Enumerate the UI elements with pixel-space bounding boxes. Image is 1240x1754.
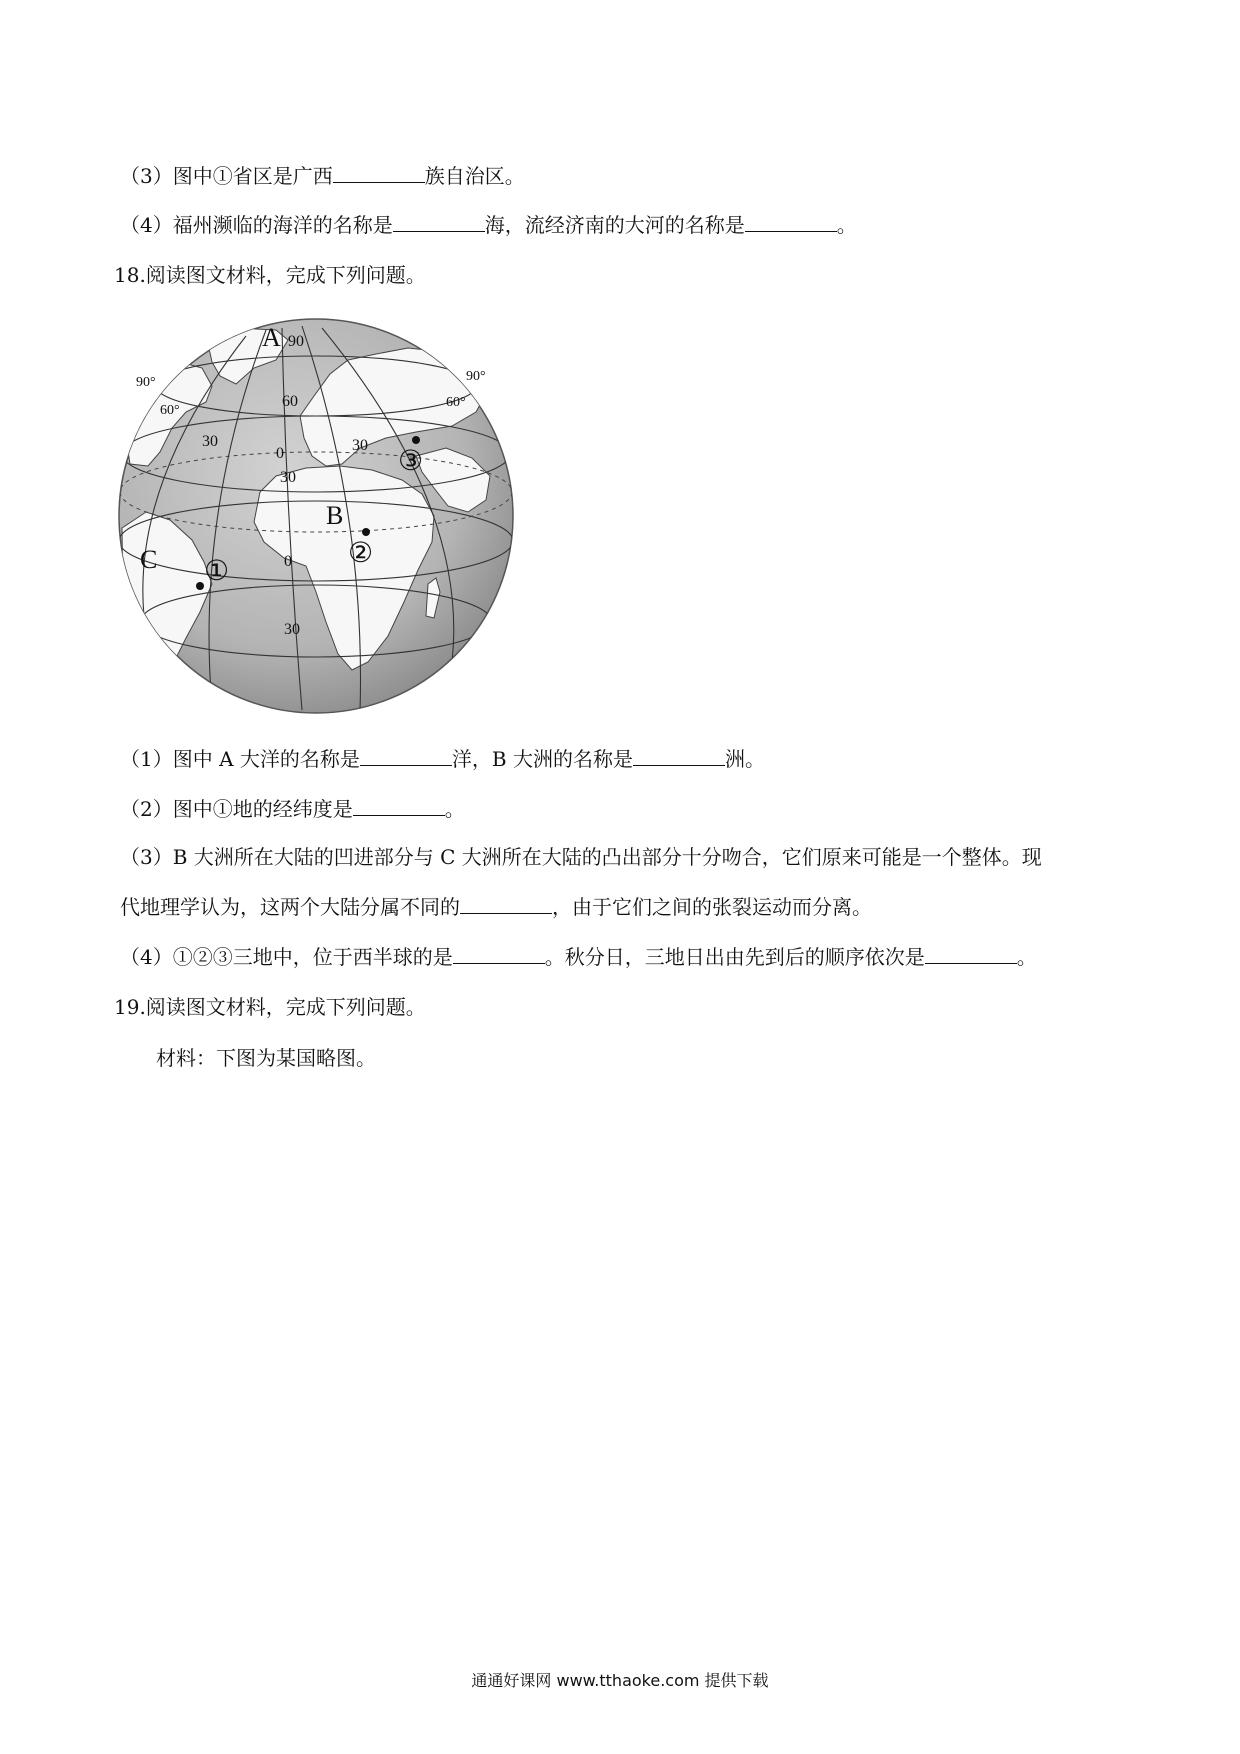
q18-title: 18.阅读图文材料，完成下列问题。 — [114, 263, 426, 287]
answer-blank[interactable] — [745, 213, 837, 232]
label-C-continent: C — [140, 545, 158, 574]
label-60-left: 60° — [160, 403, 180, 418]
point-1-marker — [196, 582, 204, 590]
label-60-right: 60° — [446, 395, 466, 410]
label-60-mid: 60 — [282, 393, 298, 410]
q18-sub2-text-end: 。 — [444, 797, 465, 821]
answer-blank[interactable] — [453, 945, 545, 964]
q18-sub4-text-mid: 。秋分日，三地日出由先到后的顺序依次是 — [544, 945, 925, 969]
label-A-ocean: A — [262, 323, 281, 352]
q18-sub3-line2 — [120, 893, 872, 921]
answer-blank[interactable] — [360, 747, 452, 766]
q18-sub3-line1: （3）B 大洲所在大陆的凹进部分与 C 大洲所在大陆的凸出部分十分吻合，它们原来可能是一个整体。现 — [120, 845, 1042, 869]
answer-blank[interactable] — [333, 164, 425, 183]
q18-sub3-text-end: ，由于它们之间的张裂运动而分离。 — [552, 895, 872, 919]
q18-sub1-text: （1）图中 A 大洋的名称是 — [120, 747, 360, 771]
label-point-1: ① — [204, 556, 230, 587]
answer-blank[interactable] — [353, 797, 445, 816]
q18-sub1 — [120, 745, 765, 773]
label-point-3: ③ — [398, 446, 424, 477]
point-3-marker — [412, 436, 420, 444]
q17-sub3-text-end: 族自治区。 — [424, 164, 525, 188]
label-equator-0: 0 — [284, 553, 292, 570]
q18-sub4-text-end: 。 — [1016, 945, 1037, 969]
answer-blank[interactable] — [925, 945, 1017, 964]
label-30-left: 30 — [202, 433, 218, 450]
q18-sub4-text: （4）①②③三地中，位于西半球的是 — [120, 945, 453, 969]
globe-map — [116, 316, 516, 716]
q18-sub2 — [120, 795, 465, 823]
point-2-marker — [362, 528, 370, 536]
label-90-right: 90° — [466, 369, 486, 384]
q17-sub3 — [120, 162, 525, 190]
q19-title: 19.阅读图文材料，完成下列问题。 — [114, 995, 426, 1019]
label-point-2: ② — [348, 538, 374, 569]
label-lon-0: 0 — [276, 445, 284, 462]
label-30-center: 30 — [280, 469, 296, 486]
label-90-top: 90 — [288, 333, 304, 350]
q18-sub1-text-end: 洲。 — [724, 747, 765, 771]
q17-sub4-text-end: 。 — [836, 213, 857, 237]
q17-sub4-text-mid: 海，流经济南的大河的名称是 — [484, 213, 745, 237]
q18-sub2-text: （2）图中①地的经纬度是 — [120, 797, 353, 821]
q17-sub4 — [120, 211, 857, 239]
answer-blank[interactable] — [633, 747, 725, 766]
label-B-continent: B — [326, 501, 344, 530]
label-30-north-east: 30 — [352, 437, 368, 454]
q19-material: 材料：下图为某国略图。 — [156, 1046, 376, 1070]
answer-blank[interactable] — [460, 895, 552, 914]
page-footer: 通通好课网 www.tthaoke.com 提供下载 — [471, 1671, 769, 1690]
q17-sub4-text: （4）福州濒临的海洋的名称是 — [120, 213, 393, 237]
q18-sub1-text-mid: 洋，B 大洲的名称是 — [451, 747, 633, 771]
label-30-south: 30 — [284, 621, 300, 638]
q17-sub3-text: （3）图中①省区是广西 — [120, 164, 333, 188]
q18-sub4 — [120, 943, 1037, 971]
q18-sub3-text: 代地理学认为，这两个大陆分属不同的 — [120, 895, 460, 919]
label-90-left: 90° — [136, 375, 156, 390]
answer-blank[interactable] — [393, 213, 485, 232]
